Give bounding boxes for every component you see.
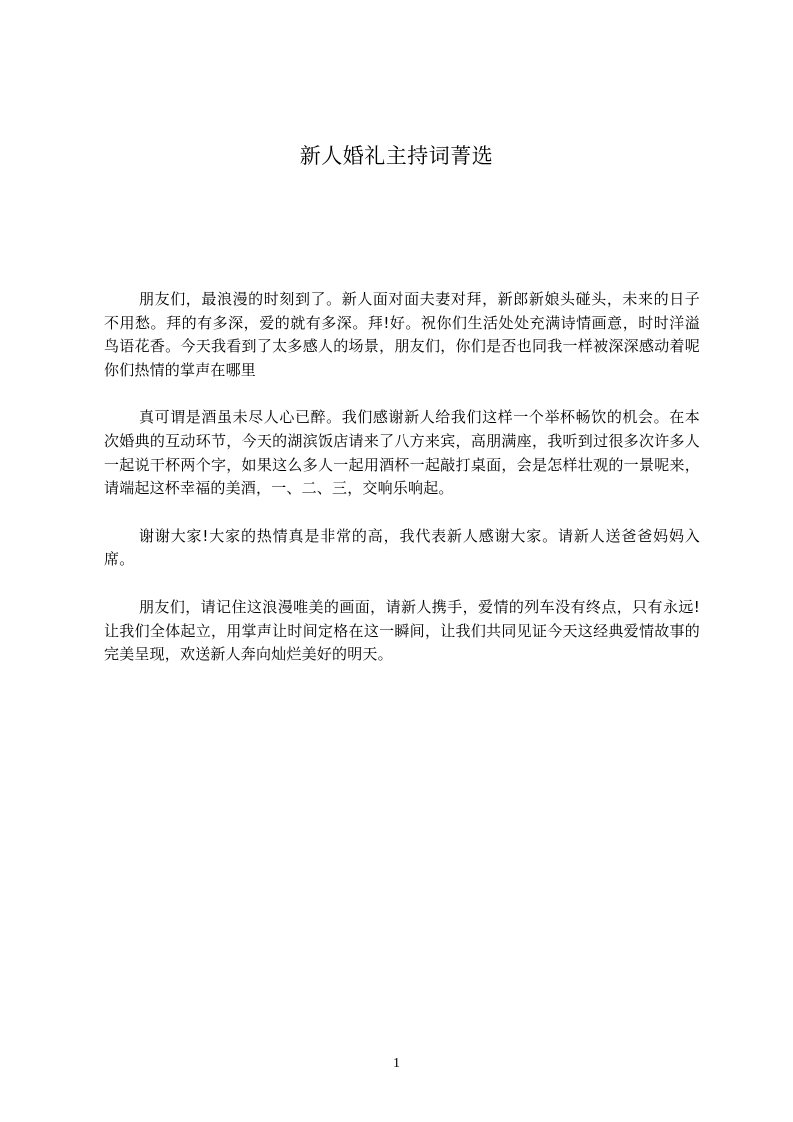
document-body xyxy=(104,288,700,691)
paragraph-3: 谢谢大家!大家的热情真是非常的高，我代表新人感谢大家。请新人送爸爸妈妈入席。 xyxy=(104,526,700,569)
paragraph-4: 朋友们，请记住这浪漫唯美的画面，请新人携手，爱情的列车没有终点，只有永远!让我们全体起立，用掌声让时间定格在这一瞬间，让我们共同见证今天这经典爱情故事的完美呈现，欢送新人奔向灿烂美好的明天。 xyxy=(104,597,700,664)
paragraph-1: 朋友们，最浪漫的时刻到了。新人面对面夫妻对拜，新郎新娘头碰头，未来的日子不用愁。拜的有多深，爱的就有多深。拜!好。祝你们生活处处充满诗情画意，时时洋溢鸟语花香。今天我看到了太多感人的场景，朋友们，你们是否也同我一样被深深感动着呢你们热情的掌声在哪里 xyxy=(104,290,700,379)
page-number: 1 xyxy=(393,1056,400,1071)
document-title: 新人婚礼主持词菁选 xyxy=(299,144,494,168)
paragraph-2: 真可谓是酒虽未尽人心已醉。我们感谢新人给我们这样一个举杯畅饮的机会。在本次婚典的互动环节，今天的湖滨饭店请来了八方来宾，高朋满座，我听到过很多次许多人一起说干杯两个字，如果这么多人一起用酒杯一起敲打桌面，会是怎样壮观的一景呢来，请端起这杯幸福的美酒，一、二、三，交响乐响起。 xyxy=(104,408,700,498)
